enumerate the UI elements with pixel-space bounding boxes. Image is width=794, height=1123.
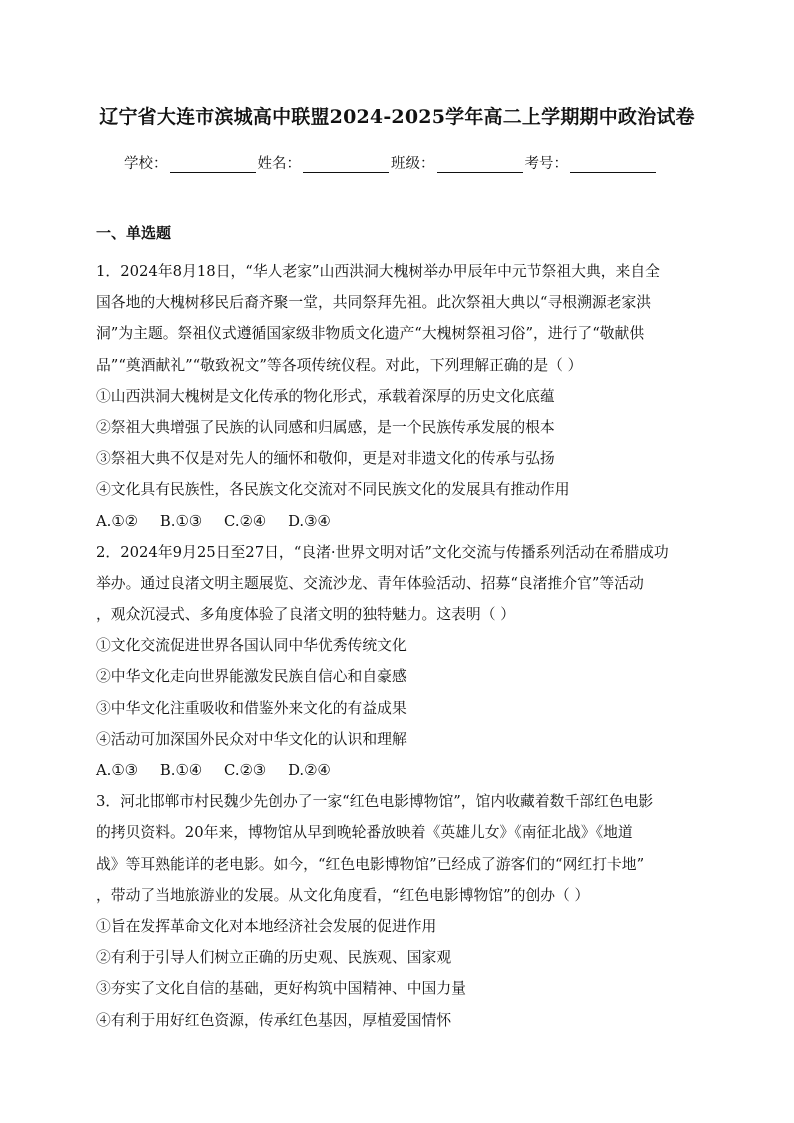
statement: ②祭祖大典增强了民族的认同感和归属感，是一个民族传承发展的根本 — [96, 418, 555, 436]
info-exam-number — [525, 152, 659, 173]
question-stem-line: 国各地的大槐树移民后裔齐聚一堂，共同祭拜先祖。此次祭祖大典以“寻根溯源老家洪 — [96, 294, 652, 312]
option-b[interactable]: B.①③ — [159, 512, 203, 530]
option-b[interactable]: B.①④ — [159, 762, 203, 779]
statement: ③祭祖大典不仅是对先人的缅怀和敬仰，更是对非遗文化的传承与弘扬 — [96, 450, 555, 468]
statement: ①山西洪洞大槐树是文化传承的物化形式，承载着深厚的历史文化底蕴 — [96, 387, 555, 405]
statement: ①旨在发挥革命文化对本地经济社会发展的促进作用 — [96, 917, 437, 935]
page-title: 辽宁省大连市滨城高中联盟2024-2025学年高二上学期期中政治试卷 — [99, 106, 695, 128]
statement: ④有利于用好红色资源，传承红色基因，厚植爱国情怀 — [96, 1011, 452, 1029]
question-2 — [96, 537, 698, 787]
question-stem-line: 举办。通过良渚文明主题展览、交流沙龙、青年体验活动、招募“良渚推介官”等活动 — [96, 574, 644, 592]
section-title: 一、单选题 — [96, 224, 172, 242]
question-list — [96, 256, 698, 1036]
option-a[interactable]: A.①③ — [96, 762, 138, 779]
statement: ③夯实了文化自信的基础，更好构筑中国精神、中国力量 — [96, 980, 466, 998]
info-school — [124, 152, 258, 173]
question-3 — [96, 786, 698, 1036]
answer-options — [96, 755, 698, 786]
question-stem-line: 品”“奠酒献礼”“敬致祝文”等各项传统仪程。对此，下列理解正确的是（ ） — [96, 356, 583, 374]
option-c[interactable]: C.②③ — [224, 762, 267, 779]
option-a[interactable]: A.①② — [96, 512, 138, 530]
statement: ④活动可加深国外民众对中华文化的认识和理解 — [96, 730, 407, 748]
option-d[interactable]: D.③④ — [288, 512, 331, 530]
option-d[interactable]: D.②④ — [288, 762, 331, 779]
info-name — [258, 152, 392, 173]
info-label: 姓名： — [257, 156, 301, 172]
question-stem-line: 的拷贝资料。20年来，博物馆从早到晚轮番放映着《英雄儿女》《南征北战》《地道 — [96, 824, 633, 842]
question-stem-line: ，带动了当地旅游业的发展。从文化角度看，“红色电影博物馆”的创办（ ） — [96, 886, 590, 904]
info-label: 班级： — [391, 156, 435, 172]
name-blank[interactable] — [303, 157, 389, 173]
answer-options — [96, 506, 698, 537]
statement: ②中华文化走向世界能激发民族自信心和自豪感 — [96, 668, 407, 686]
class-blank[interactable] — [437, 157, 523, 173]
statement: ④文化具有民族性，各民族文化交流对不同民族文化的发展具有推动作用 — [96, 481, 570, 499]
question-stem-line: 洞”为主题。祭祖仪式遵循国家级非物质文化遗产“大槐树祭祖习俗”，进行了“敬献供 — [96, 325, 645, 343]
question-1 — [96, 256, 698, 537]
question-stem-line: 战》等耳熟能详的老电影。如今，“红色电影博物馆”已经成了游客们的“网红打卡地” — [96, 855, 645, 873]
question-stem-line: 2．2024年9月25日至27日，“良渚·世界文明对话”文化交流与传播系列活动在希腊成功 — [96, 543, 669, 561]
statement: ③中华文化注重吸收和借鉴外来文化的有益成果 — [96, 699, 407, 717]
question-stem-line: 3．河北邯郸市村民魏少先创办了一家“红色电影博物馆”，馆内收藏着数千部红色电影 — [96, 793, 654, 811]
statement: ②有利于引导人们树立正确的历史观、民族观、国家观 — [96, 949, 452, 967]
option-c[interactable]: C.②④ — [224, 512, 267, 530]
exam-number-blank[interactable] — [570, 157, 656, 173]
info-class — [391, 152, 525, 173]
student-info-row — [124, 152, 684, 173]
info-label: 考号： — [524, 156, 568, 172]
question-stem-line: 1．2024年8月18日，“华人老家”山西洪洞大槐树举办甲辰年中元节祭祖大典，来自全 — [96, 263, 660, 280]
info-label: 学校： — [124, 156, 168, 172]
question-stem-line: ，观众沉浸式、多角度体验了良渚文明的独特魅力。这表明（ ） — [96, 606, 516, 624]
statement: ①文化交流促进世界各国认同中华优秀传统文化 — [96, 637, 407, 655]
school-blank[interactable] — [170, 157, 256, 173]
